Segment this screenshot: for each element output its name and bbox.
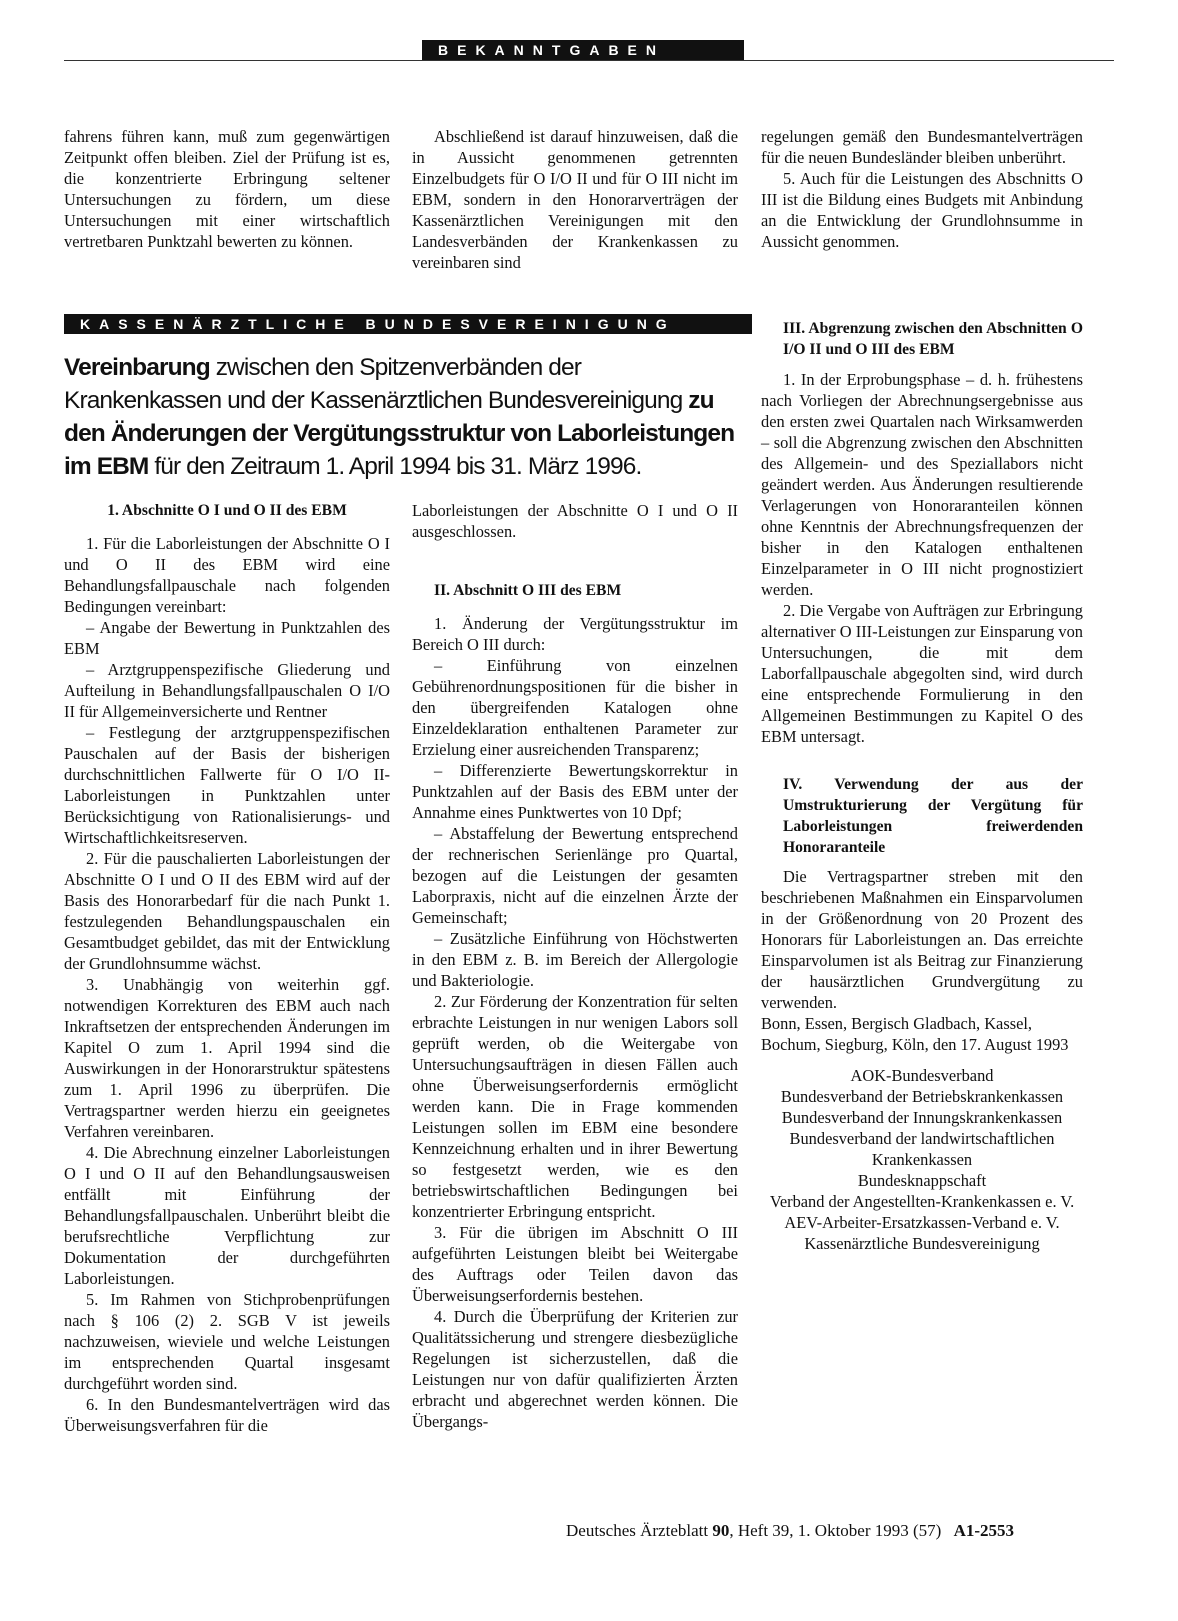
section-heading: 1. Abschnitte O I und O II des EBM: [107, 502, 347, 519]
paragraph: Laborleistungen der Abschnitte O I und O II ausgeschlossen.: [412, 501, 738, 541]
column-1: [64, 500, 390, 1436]
paragraph: – Angabe der Bewertung in Punktzahlen des EBM: [64, 618, 390, 658]
signatory: Kassenärztliche Bundesvereinigung: [804, 1234, 1040, 1253]
headline-part: Vereinbarung: [64, 354, 210, 381]
paragraph: 4. Die Abrechnung einzelner Laborleistungen O I und O II auf den Behandlungsausweisen entfällt mit Einführung der Behandlungsfallpauschalen. Unberührt bleibt die berufsrechtliche Verpflichtung zur Dokumentation der durchgeführten Laborleistungen.: [64, 1143, 390, 1288]
headline-part: zu den Änderungen der Vergütungsstruktur von Laborleistungen im EBM: [64, 387, 735, 480]
paragraph: 3. Für die übrigen im Abschnitt O III aufgeführten Leistungen bleibt bei Weitergabe des Auftrags oder Teilen davon das Überweisungserfordernis bestehen.: [412, 1223, 738, 1305]
paragraph: 2. Zur Förderung der Konzentration für selten erbrachte Leistungen in nur wenigen Labors soll geprüft werden, ob die Weitergabe von Untersuchungsaufträgen in diesen Fällen auch ohne Überweisungserfordernis ermöglicht werden kann. Die in Frage kommenden Leistungen sollen im EBM eine besondere Kennzeichnung erhalten und in ihrer Bewertung so festgesetzt werden, wie es den betriebswirtschaftlichen Bedingungen bei konzentrierter Erbringung entspricht.: [412, 992, 738, 1221]
signatory: Bundesknappschaft: [857, 1171, 987, 1190]
paragraph: 4. Durch die Überprüfung der Kriterien zur Qualitätssicherung und strengere diesbezügliche Regelungen ist sicherzustellen, daß die Leistungen nur von dafür qualifizierten Ärzten erbracht und abgerechnet werden können. Die Übergangs-: [412, 1307, 738, 1431]
signatory: AEV-Arbeiter-Ersatzkassen-Verband e. V.: [784, 1213, 1060, 1232]
signatories: [761, 1065, 1083, 1254]
paragraph: regelungen gemäß den Bundesmantelverträgen für die neuen Bundesländer bleiben unberührt.: [761, 127, 1083, 167]
paragraph: – Festlegung der arztgruppenspezifischen Pauschalen auf der Basis der bisherigen durchschnittlichen Fallwerte für O I/O II-Laborleistungen in Punktzahlen unter Berücksichtigung von Rationalisierungs- und Wirtschaftlichkeitsreserven.: [64, 723, 390, 847]
signatory: Bundesverband der Innungskrankenkassen: [781, 1108, 1063, 1127]
top-column-1: [64, 126, 390, 252]
headline-text: [64, 351, 740, 483]
header-rule: [64, 60, 1114, 61]
volume: 90: [712, 1521, 730, 1540]
signatory: Bundesverband der Betriebskrankenkassen: [780, 1087, 1064, 1106]
paragraph: 2. Die Vergabe von Aufträgen zur Erbringung alternativer O III-Leistungen zur Einsparung von Untersuchungen, die mit dem Laborfallpauschale abgegolten sind, wird durch eine entsprechende Formulierung in den Allgemeinen Bestimmungen zu Kapitel O des EBM untersagt.: [761, 601, 1083, 746]
paragraph: 5. Im Rahmen von Stichprobenprüfungen nach § 106 (2) 2. SGB V ist jeweils nachzuweisen, wieviele und welche Leistungen im entsprechenden Quartal insgesamt durchgeführt worden sind.: [64, 1290, 390, 1393]
paragraph: – Zusätzliche Einführung von Höchstwerten in den EBM z. B. im Bereich der Allergologie und Bakteriologie.: [412, 929, 738, 990]
headline-part: für den Zeitraum 1. April 1994 bis 31. März 1996.: [148, 453, 642, 480]
top-column-3: [761, 126, 1083, 252]
top-column-2: [412, 126, 738, 273]
column-1-body: [64, 533, 390, 1436]
column-2-body: [412, 613, 738, 1432]
paragraph: – Abstaffelung der Bewertung entsprechend der rechnerischen Serienlänge pro Quartal, bezogen auf die Leistungen der gesamten Laborpraxis, nicht auf die einzelnen Ärzte der Gemeinschaft;: [412, 824, 738, 927]
page-number: A1-2553: [953, 1521, 1015, 1540]
issue-info: , Heft 39, 1. Oktober 1993 (57): [729, 1521, 942, 1540]
paragraph: 1. In der Erprobungsphase – d. h. frühestens nach Vorliegen der Abrechnungsergebnisse aus den ersten zwei Quartalen nach Wirksamwerden – soll die Abgrenzung zwischen den Abschnitten des Allgemein- und des Speziallabors nicht geändert werden. Aus Änderungen resultierende Verlagerungen von Honoraranteilen können ohne Kenntnis der Abrechnungsfrequenzen der bisher in den Katalogen enthaltenen Einzelparameter in O III nicht prognostiziert werden.: [761, 370, 1083, 599]
section-heading: IV. Verwendung der aus der Umstrukturierung der Vergütung für Laborleistungen freiwerdenden Honoraranteile: [783, 776, 1083, 856]
paragraph: Abschließend ist darauf hinzuweisen, daß die in Aussicht genommenen getrennten Einzelbudgets für O I/O II und für O III nicht im EBM, sondern in den Honorarverträgen der Kassenärztlichen Vereinigungen mit den Landesverbänden der Krankenkassen zu vereinbaren sind: [412, 127, 738, 272]
journal-name: Deutsches Ärzteblatt: [566, 1521, 709, 1540]
headline-part: zwischen den Spitzenverbänden der Krankenkassen und der Kassenärztlichen Bundesvereinigung: [64, 354, 689, 414]
column-3-body-2: [761, 866, 1083, 1013]
paragraph: – Differenzierte Bewertungskorrektur in Punktzahlen auf der Basis des EBM unter der Annahme eines Punktwertes von 10 Dpf;: [412, 761, 738, 822]
headline: [64, 351, 740, 483]
paragraph: fahrens führen kann, muß zum gegenwärtigen Zeitpunkt offen bleiben. Ziel der Prüfung ist es, die konzentrierte Erbringung seltener Untersuchungen zu fördern, um diese Untersuchungen mit einer wirtschaftlich vertretbaren Punktzahl bewerten zu können.: [64, 127, 390, 251]
paragraph: – Arztgruppenspezifische Gliederung und Aufteilung in Behandlungsfallpauschalen O I/O II für Allgemeinversicherte und Rentner: [64, 660, 390, 721]
paragraph: – Einführung von einzelnen Gebührenordnungspositionen für die bisher in den übergreifenden Katalogen ohne Einzeldeklaration enthaltenen Parameter zur Erzielung einer ausreichenden Transparenz;: [412, 656, 738, 759]
paragraph: 2. Für die pauschalierten Laborleistungen der Abschnitte O I und O II des EBM wird auf der Basis des Honorarbedarf für die nach Punkt 1. festzulegenden Behandlungspauschalen ein Gesamtbudget gebildet, das mit der Entwicklung der Grundlohnsumme wächst.: [64, 849, 390, 973]
column-2: [412, 500, 738, 1432]
signatory: Verband der Angestellten-Krankenkassen e. V.: [769, 1192, 1075, 1211]
section-header: BEKANNTGABEN: [422, 40, 744, 60]
section-heading: II. Abschnitt O III des EBM: [434, 582, 622, 599]
paragraph: 6. In den Bundesmantelverträgen wird das Überweisungsverfahren für die: [64, 1395, 390, 1435]
column-3: [761, 318, 1083, 1254]
place-date: Bonn, Essen, Bergisch Gladbach, Kassel, Bochum, Siegburg, Köln, den 17. August 1993: [761, 1014, 1069, 1054]
section-banner: KASSENÄRZTLICHE BUNDESVEREINIGUNG: [64, 314, 752, 334]
section-heading: III. Abgrenzung zwischen den Abschnitten O I/O II und O III des EBM: [783, 320, 1083, 358]
signatory: AOK-Bundesverband: [850, 1066, 994, 1085]
paragraph: 5. Auch für die Leistungen des Abschnitts O III ist die Bildung eines Budgets mit Anbindung an die Entwicklung der Grundlohnsumme in Aussicht genommen.: [761, 169, 1083, 251]
paragraph: Die Vertragspartner streben mit den beschriebenen Maßnahmen ein Einsparvolumen in der Größenordnung von 20 Prozent des Honorars für Laborleistungen an. Das erreichte Einsparvolumen ist als Beitrag zur Finanzierung der hausärztlichen Grundvergütung zu verwenden.: [761, 867, 1083, 1012]
paragraph: 1. Änderung der Vergütungsstruktur im Bereich O III durch:: [412, 614, 738, 654]
paragraph: 3. Unabhängig von weiterhin ggf. notwendigen Korrekturen des EBM auch nach Inkraftsetzen der entsprechenden Änderungen im Kapitel O zum 1. April 1994 sind die Auswirkungen in der Honorarstruktur spätestens zum 1. April 1996 zu überprüfen. Die Vertragspartner werden hierzu ein geeignetes Verfahren vereinbaren.: [64, 975, 390, 1141]
signatory: Bundesverband der landwirtschaftlichen Krankenkassen: [789, 1129, 1055, 1169]
paragraph: 1. Für die Laborleistungen der Abschnitte O I und O II des EBM wird eine Behandlungsfallpauschale nach folgenden Bedingungen vereinbart:: [64, 534, 390, 616]
page-footer: [566, 1520, 1014, 1542]
column-3-body-1: [761, 369, 1083, 747]
